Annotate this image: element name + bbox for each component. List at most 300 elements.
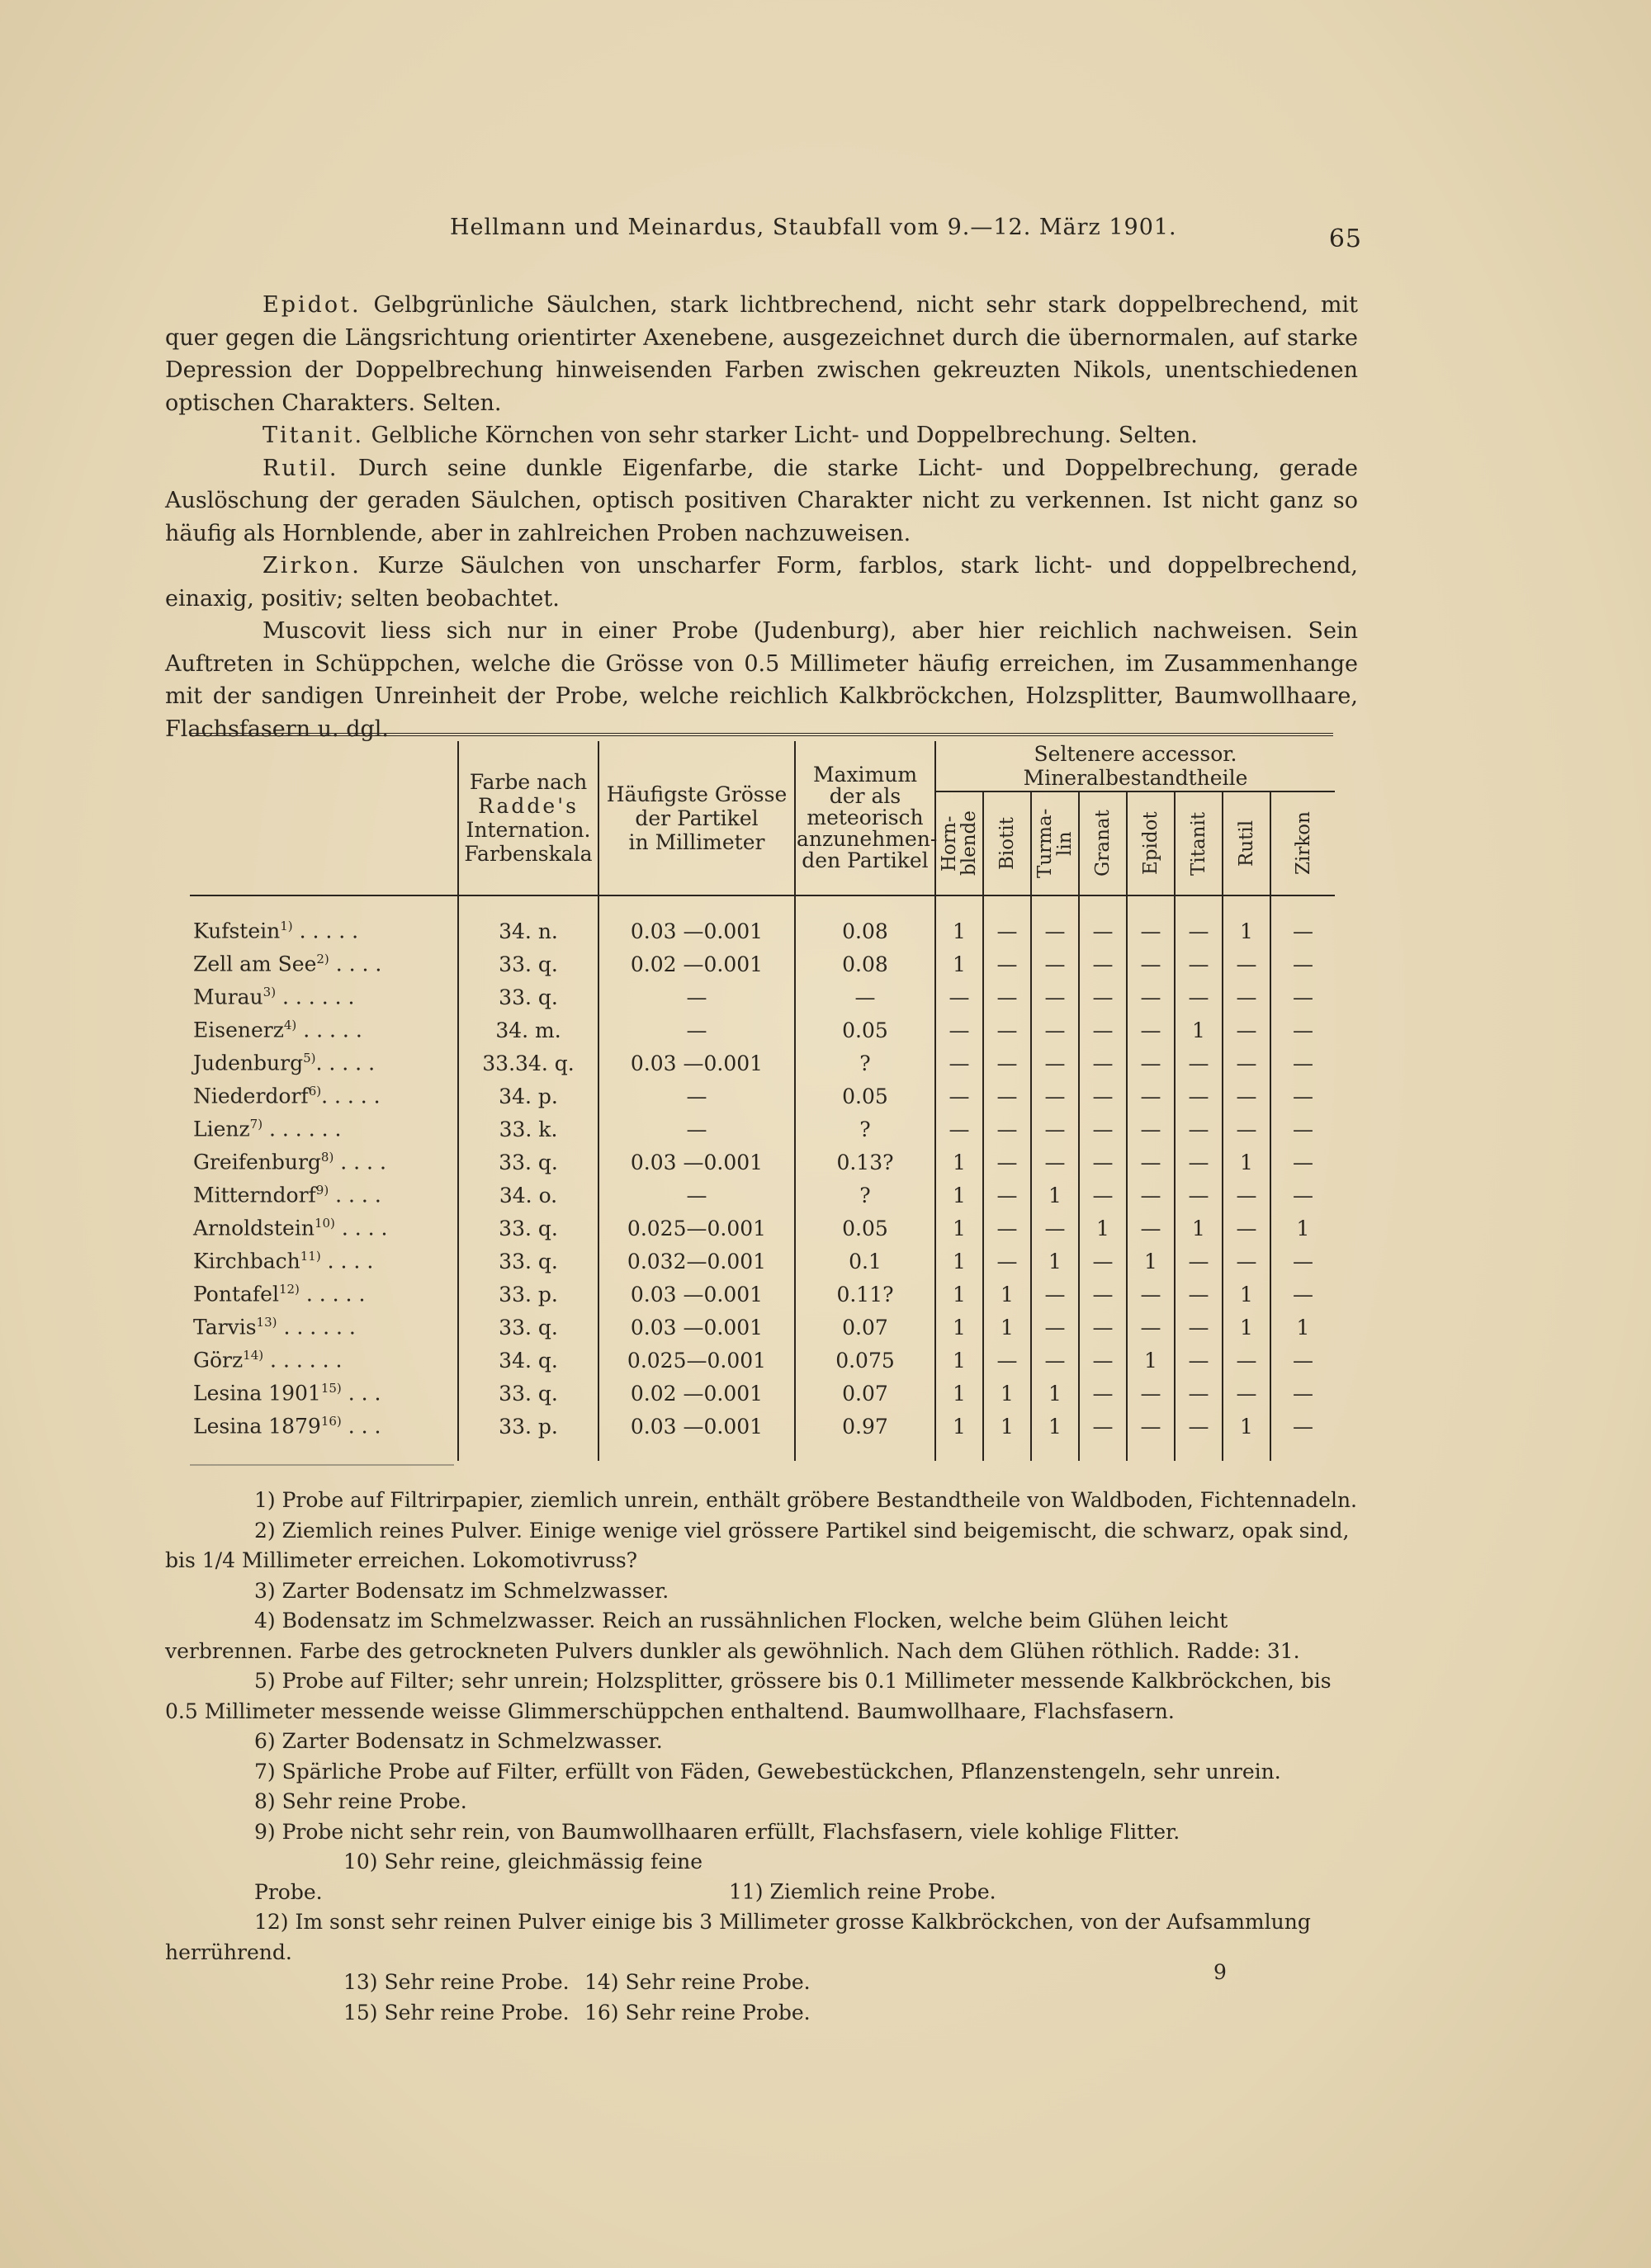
cell-mineral-7: 1 [1270, 1212, 1335, 1245]
location-note: 5) [303, 1051, 316, 1066]
header-farbe-l2: Radde's [478, 794, 579, 818]
cell-mineral-2: — [1031, 980, 1079, 1014]
header-mineral-label: Epidot [1140, 811, 1161, 876]
cell-farbe: 34. o. [458, 1179, 598, 1212]
cell-maximum: 0.97 [795, 1410, 935, 1461]
cell-mineral-1: — [983, 1014, 1031, 1047]
cell-mineral-0: 1 [935, 1146, 983, 1179]
cell-mineral-4: — [1127, 1146, 1175, 1179]
cell-mineral-2: — [1031, 1146, 1079, 1179]
header-maximum [795, 741, 938, 895]
leader-dots: . . . . . . [263, 1348, 343, 1373]
footnote-10-11 [165, 1847, 1358, 1907]
cell-mineral-5: 1 [1175, 1212, 1223, 1245]
header-maximum-l5: den Partikel [802, 848, 929, 872]
cell-mineral-3: — [1079, 1146, 1127, 1179]
footnote-12: 12) Im sonst sehr reinen Pulver einige bis 3 Millimeter grosse Kalkbröckchen, von der Aufsammlung herrührend. [165, 1910, 1311, 1964]
table-row [190, 1014, 1335, 1047]
cell-mineral-5: 1 [1175, 1014, 1223, 1047]
cell-farbe: 34. m. [458, 1014, 598, 1047]
cell-mineral-5: — [1175, 1377, 1223, 1410]
cell-farbe: 34. n. [458, 895, 598, 947]
cell-mineral-3: — [1079, 1245, 1127, 1278]
header-mineral-label: Turma- lin [1034, 808, 1076, 879]
cell-mineral-6: — [1223, 1179, 1270, 1212]
header-location [190, 741, 458, 895]
header-farbe-l1: Farbe nach [469, 770, 588, 794]
cell-groesse: — [598, 980, 795, 1014]
cell-mineral-3: — [1079, 1377, 1127, 1410]
leader-dots: . . . . . [292, 919, 359, 943]
cell-mineral-7: — [1270, 1410, 1335, 1461]
cell-mineral-5: — [1175, 1278, 1223, 1311]
cell-mineral-5: — [1175, 895, 1223, 947]
cell-mineral-1: — [983, 895, 1031, 947]
cell-mineral-4: — [1127, 1014, 1175, 1047]
cell-mineral-7: 1 [1270, 1311, 1335, 1344]
cell-mineral-3: — [1079, 1047, 1127, 1080]
cell-location [190, 1410, 458, 1461]
cell-mineral-1: — [983, 1047, 1031, 1080]
location-note: 9) [315, 1183, 329, 1198]
cell-maximum: 0.07 [795, 1311, 935, 1344]
footnote-1: 1) Probe auf Filtrirpapier, ziemlich unrein, enthält gröbere Bestandtheile von Waldboden, Fichtennadeln. [254, 1488, 1357, 1512]
cell-mineral-6: 1 [1223, 1278, 1270, 1311]
cell-mineral-4: — [1127, 1047, 1175, 1080]
cell-mineral-4: — [1127, 1179, 1175, 1212]
cell-mineral-0: 1 [935, 1311, 983, 1344]
cell-maximum: ? [795, 1047, 935, 1080]
cell-groesse: — [598, 1014, 795, 1047]
footnote-11: 11) Ziemlich reine Probe. [729, 1879, 996, 1904]
cell-mineral-6: — [1223, 1113, 1270, 1146]
cell-mineral-7: — [1270, 980, 1335, 1014]
cell-mineral-3: — [1079, 980, 1127, 1014]
cell-mineral-0: 1 [935, 1179, 983, 1212]
header-mineral-label: Granat [1092, 810, 1114, 877]
location-note: 4) [283, 1018, 297, 1033]
cell-mineral-0: — [935, 1113, 983, 1146]
cell-mineral-4: — [1127, 1410, 1175, 1461]
cell-mineral-1: 1 [983, 1410, 1031, 1461]
cell-mineral-2: — [1031, 947, 1079, 980]
table-row [190, 1146, 1335, 1179]
table-row [190, 980, 1335, 1014]
table-row [190, 1080, 1335, 1113]
header-maximum-l1: Maximum [812, 763, 918, 787]
cell-farbe: 34. p. [458, 1080, 598, 1113]
cell-farbe: 33. p. [458, 1410, 598, 1461]
cell-mineral-2: — [1031, 1014, 1079, 1047]
cell-maximum: 0.075 [795, 1344, 935, 1377]
footnote-13: 13) Sehr reine Probe. [343, 1970, 570, 1994]
cell-mineral-3: 1 [1079, 1212, 1127, 1245]
header-mineral-3 [1079, 791, 1127, 895]
cell-maximum: ? [795, 1179, 935, 1212]
paragraph-titanit [165, 419, 1358, 452]
cell-location [190, 1047, 458, 1080]
cell-mineral-7: — [1270, 1344, 1335, 1377]
table-row [190, 895, 1335, 947]
header-mineral-1 [983, 791, 1031, 895]
location-note: 10) [314, 1216, 335, 1231]
table-row [190, 1179, 1335, 1212]
footnote-14: 14) Sehr reine Probe. [584, 1970, 811, 1994]
footnote-16: 16) Sehr reine Probe. [584, 2000, 811, 2025]
location-note: 14) [243, 1348, 264, 1363]
cell-mineral-3: — [1079, 947, 1127, 980]
footnote-13-14 [165, 1968, 1358, 1998]
cell-mineral-6: 1 [1223, 1146, 1270, 1179]
cell-mineral-3: — [1079, 1344, 1127, 1377]
cell-mineral-0: 1 [935, 1212, 983, 1245]
paragraph-zirkon [165, 550, 1358, 615]
cell-groesse: 0.03 —0.001 [598, 1047, 795, 1080]
header-maximum-l3: meteorisch [807, 806, 924, 829]
header-groesse-l1: Häufigste Grösse [606, 782, 788, 806]
location-name: Lesina 1901 [193, 1381, 321, 1406]
cell-mineral-2: — [1031, 1080, 1079, 1113]
cell-groesse: 0.03 —0.001 [598, 895, 795, 947]
cell-mineral-4: — [1127, 1311, 1175, 1344]
cell-mineral-1: 1 [983, 1278, 1031, 1311]
leader-dots: . . . . [334, 1216, 388, 1240]
header-farbe [458, 741, 598, 895]
cell-mineral-7: — [1270, 1377, 1335, 1410]
cell-groesse: 0.02 —0.001 [598, 947, 795, 980]
cell-mineral-4: — [1127, 1377, 1175, 1410]
cell-mineral-4: — [1127, 980, 1175, 1014]
cell-mineral-4: — [1127, 947, 1175, 980]
table-row [190, 1113, 1335, 1146]
cell-mineral-3: — [1079, 1410, 1127, 1461]
footnote-10: 10) Sehr reine, gleichmässig feine Probe. [254, 1850, 703, 1904]
location-name: Eisenerz [193, 1018, 284, 1042]
cell-mineral-4: — [1127, 1278, 1175, 1311]
cell-mineral-5: — [1175, 1410, 1223, 1461]
location-note: 2) [316, 952, 329, 967]
cell-mineral-1: — [983, 980, 1031, 1014]
header-groesse-l2: der Partikel [635, 806, 759, 830]
cell-groesse: 0.03 —0.001 [598, 1410, 795, 1461]
cell-mineral-6: 1 [1223, 1410, 1270, 1461]
table-row [190, 1410, 1335, 1461]
cell-maximum: 0.11? [795, 1278, 935, 1311]
cell-farbe: 33.34. q. [458, 1047, 598, 1080]
cell-groesse: — [598, 1179, 795, 1212]
cell-mineral-4: — [1127, 1080, 1175, 1113]
cell-mineral-4: 1 [1127, 1344, 1175, 1377]
cell-mineral-7: — [1270, 947, 1335, 980]
cell-maximum: — [795, 980, 935, 1014]
table-row [190, 1245, 1335, 1278]
cell-mineral-5: — [1175, 1179, 1223, 1212]
cell-groesse: 0.03 —0.001 [598, 1146, 795, 1179]
cell-mineral-6: — [1223, 1377, 1270, 1410]
cell-mineral-6: — [1223, 1047, 1270, 1080]
table-row [190, 1311, 1335, 1344]
cell-maximum: 0.1 [795, 1245, 935, 1278]
cell-mineral-5: — [1175, 947, 1223, 980]
location-note: 1) [280, 919, 293, 934]
table-row [190, 947, 1335, 980]
cell-farbe: 33. q. [458, 947, 598, 980]
cell-location [190, 895, 458, 947]
cell-mineral-2: — [1031, 1212, 1079, 1245]
cell-mineral-6: — [1223, 1080, 1270, 1113]
data-table-wrap [190, 733, 1333, 1466]
cell-mineral-2: 1 [1031, 1245, 1079, 1278]
leader-dots: . . . . [320, 1249, 374, 1273]
cell-mineral-3: — [1079, 1311, 1127, 1344]
cell-mineral-7: — [1270, 1245, 1335, 1278]
footnote-7: 7) Spärliche Probe auf Filter, erfüllt von Fäden, Gewebestückchen, Pflanzenstengeln, sehr unrein. [254, 1759, 1281, 1784]
term-epidot: Epidot. [263, 292, 362, 318]
footnote-5: 5) Probe auf Filter; sehr unrein; Holzsplitter, grössere bis 0.1 Millimeter messende Kalkbröckchen, bis 0.5 Millimeter messende weisse Glimmerschüppchen enthaltend. Baumwollhaare, Flachsfasern. [165, 1669, 1332, 1723]
cell-mineral-2: 1 [1031, 1179, 1079, 1212]
location-note: 12) [278, 1282, 300, 1297]
location-name: Niederdorf [193, 1084, 309, 1108]
cell-farbe: 33. p. [458, 1278, 598, 1311]
cell-mineral-5: — [1175, 1245, 1223, 1278]
leader-dots: . . . . . [315, 1051, 376, 1075]
cell-mineral-7: — [1270, 1014, 1335, 1047]
sheet-signature: 9 [1213, 1960, 1227, 1984]
cell-mineral-1: — [983, 1212, 1031, 1245]
location-note: 13) [256, 1315, 277, 1330]
cell-mineral-4: — [1127, 1212, 1175, 1245]
cell-mineral-3: — [1079, 1014, 1127, 1047]
cell-mineral-5: — [1175, 1146, 1223, 1179]
cell-farbe: 33. k. [458, 1113, 598, 1146]
cell-maximum: 0.05 [795, 1080, 935, 1113]
cell-mineral-6: 1 [1223, 895, 1270, 947]
cell-mineral-6: — [1223, 1344, 1270, 1377]
cell-mineral-6: — [1223, 1014, 1270, 1047]
cell-location [190, 1212, 458, 1245]
location-note: 11) [300, 1249, 321, 1264]
cell-mineral-4: 1 [1127, 1245, 1175, 1278]
header-mineral-4 [1127, 791, 1175, 895]
location-note: 7) [249, 1117, 263, 1132]
text-zirkon: Kurze Säulchen von unscharfer Form, farblos, stark licht- und doppelbrechend, einaxig, positiv; selten beobachtet. [165, 553, 1358, 612]
cell-mineral-1: — [983, 1344, 1031, 1377]
page-number: 65 [1328, 224, 1362, 253]
header-mineral-label: Titanit [1188, 811, 1209, 876]
cell-mineral-2: 1 [1031, 1377, 1079, 1410]
cell-location [190, 1278, 458, 1311]
cell-location [190, 1014, 458, 1047]
term-zirkon: Zirkon. [263, 553, 362, 579]
cell-mineral-7: — [1270, 1179, 1335, 1212]
cell-mineral-1: 1 [983, 1311, 1031, 1344]
cell-location [190, 947, 458, 980]
table-body [190, 895, 1335, 1461]
header-mineral-2 [1031, 791, 1079, 895]
cell-mineral-2: — [1031, 1047, 1079, 1080]
cell-mineral-7: — [1270, 895, 1335, 947]
cell-maximum: 0.05 [795, 1014, 935, 1047]
cell-mineral-4: — [1127, 895, 1175, 947]
header-farbe-l4: Farbenskala [464, 842, 593, 866]
footnotes [165, 1486, 1358, 2028]
cell-mineral-7: — [1270, 1146, 1335, 1179]
location-name: Mitterndorf [193, 1183, 316, 1207]
leader-dots: . . . . [329, 952, 382, 976]
cell-maximum: 0.08 [795, 947, 935, 980]
cell-mineral-5: — [1175, 1311, 1223, 1344]
location-note: 6) [308, 1084, 322, 1099]
cell-farbe: 33. q. [458, 980, 598, 1014]
cell-mineral-3: — [1079, 1080, 1127, 1113]
cell-location [190, 1344, 458, 1377]
leader-dots: . . . [341, 1381, 381, 1406]
leader-dots: . . . . . [296, 1018, 362, 1042]
location-name: Kufstein [193, 919, 281, 943]
cell-mineral-7: — [1270, 1113, 1335, 1146]
header-mineral-label: Rutil [1236, 820, 1257, 867]
cell-mineral-2: — [1031, 1278, 1079, 1311]
location-name: Lesina 1879 [193, 1414, 321, 1439]
cell-mineral-3: — [1079, 1278, 1127, 1311]
cell-farbe: 33. q. [458, 1212, 598, 1245]
cell-mineral-0: — [935, 1080, 983, 1113]
cell-mineral-0: 1 [935, 1377, 983, 1410]
cell-mineral-1: — [983, 1179, 1031, 1212]
location-name: Greifenburg [193, 1150, 321, 1174]
text-rutil: Durch seine dunkle Eigenfarbe, die starke Licht- und Doppelbrechung, gerade Auslöschung der geraden Säulchen, optisch positiven Charakter nicht zu verkennen. Ist nicht ganz so häufig als Hornblende, aber in zahlreichen Proben nachzuweisen. [165, 455, 1358, 546]
header-mineral-label: Biotit [996, 817, 1018, 870]
cell-mineral-5: — [1175, 1080, 1223, 1113]
cell-location [190, 1311, 458, 1344]
header-mineral-0 [935, 791, 983, 895]
cell-maximum: 0.13? [795, 1146, 935, 1179]
header-mineral-group: Seltenere accessor. Mineralbestandtheile [935, 741, 1335, 791]
cell-mineral-3: — [1079, 895, 1127, 947]
cell-maximum: ? [795, 1113, 935, 1146]
cell-mineral-2: — [1031, 1344, 1079, 1377]
cell-mineral-0: — [935, 1014, 983, 1047]
table-row [190, 1212, 1335, 1245]
term-titanit: Titanit. [263, 423, 365, 448]
header-mineral-label: Horn- blende [939, 810, 980, 876]
cell-mineral-6: — [1223, 1245, 1270, 1278]
cell-maximum: 0.05 [795, 1212, 935, 1245]
cell-mineral-2: — [1031, 1113, 1079, 1146]
footnote-2: 2) Ziemlich reines Pulver. Einige wenige viel grössere Partikel sind beigemischt, die schwarz, opak sind, bis 1/4 Millimeter erreichen. Lokomotivruss? [165, 1518, 1350, 1572]
location-note: 8) [320, 1150, 334, 1165]
location-name: Pontafel [193, 1282, 279, 1306]
cell-maximum: 0.07 [795, 1377, 935, 1410]
cell-groesse: 0.03 —0.001 [598, 1278, 795, 1311]
footnote-15: 15) Sehr reine Probe. [343, 2000, 570, 2025]
cell-farbe: 33. q. [458, 1311, 598, 1344]
cell-mineral-0: 1 [935, 947, 983, 980]
header-mineral-5 [1175, 791, 1223, 895]
cell-mineral-2: 1 [1031, 1410, 1079, 1461]
header-mineral-7 [1270, 791, 1335, 895]
table-bottom-rule [190, 1464, 454, 1466]
cell-mineral-0: 1 [935, 1278, 983, 1311]
cell-mineral-2: — [1031, 1311, 1079, 1344]
location-name: Tarvis [193, 1315, 257, 1340]
cell-mineral-5: — [1175, 1047, 1223, 1080]
location-note: 15) [320, 1381, 342, 1396]
cell-groesse: 0.025—0.001 [598, 1212, 795, 1245]
cell-mineral-5: — [1175, 980, 1223, 1014]
cell-maximum: 0.08 [795, 895, 935, 947]
cell-mineral-5: — [1175, 1113, 1223, 1146]
text-titanit: Gelbliche Körnchen von sehr starker Licht- und Doppelbrechung. Selten. [364, 423, 1198, 448]
cell-mineral-7: — [1270, 1278, 1335, 1311]
location-note: 16) [320, 1414, 342, 1429]
location-name: Zell am See [193, 952, 317, 976]
location-name: Arnoldstein [193, 1216, 315, 1240]
cell-mineral-3: — [1079, 1113, 1127, 1146]
table-top-rule [190, 733, 1333, 741]
cell-mineral-7: — [1270, 1080, 1335, 1113]
cell-groesse: 0.03 —0.001 [598, 1311, 795, 1344]
header-mineral-6 [1223, 791, 1270, 895]
cell-farbe: 34. q. [458, 1344, 598, 1377]
cell-location [190, 1146, 458, 1179]
cell-mineral-1: — [983, 1245, 1031, 1278]
paragraph-epidot [165, 289, 1358, 419]
cell-farbe: 33. q. [458, 1146, 598, 1179]
leader-dots: . . . . . . [277, 1315, 356, 1340]
cell-location [190, 1080, 458, 1113]
cell-mineral-6: 1 [1223, 1311, 1270, 1344]
cell-mineral-1: — [983, 947, 1031, 980]
cell-mineral-1: — [983, 1080, 1031, 1113]
leader-dots: . . . [341, 1414, 381, 1439]
table-row [190, 1047, 1335, 1080]
cell-mineral-6: — [1223, 980, 1270, 1014]
header-maximum-l2: der als [829, 784, 901, 808]
leader-dots: . . . . . . [263, 1117, 342, 1141]
running-title: Hellmann und Meinardus, Staubfall vom 9.—12. März 1901. [450, 215, 1177, 240]
cell-groesse: 0.025—0.001 [598, 1344, 795, 1377]
footnote-15-16 [165, 1998, 1358, 2029]
cell-location [190, 1245, 458, 1278]
body-text [165, 289, 1358, 745]
cell-groesse: — [598, 1080, 795, 1113]
footnote-4: 4) Bodensatz im Schmelzwasser. Reich an russähnlichen Flocken, welche beim Glühen leicht verbrennen. Farbe des getrockneten Pulvers dunkler als gewöhnlich. Nach dem Glühen röthlich. Radde: 31. [165, 1609, 1300, 1663]
cell-mineral-0: — [935, 980, 983, 1014]
location-name: Görz [193, 1348, 244, 1373]
cell-location [190, 1179, 458, 1212]
leader-dots: . . . . [329, 1183, 381, 1207]
table-row [190, 1377, 1335, 1410]
header-mineral-label: Zirkon [1292, 811, 1314, 876]
cell-mineral-5: — [1175, 1344, 1223, 1377]
cell-location [190, 1377, 458, 1410]
location-name: Judenburg [193, 1051, 304, 1075]
location-note: 3) [263, 985, 277, 1000]
cell-mineral-0: 1 [935, 1410, 983, 1461]
cell-mineral-2: — [1031, 895, 1079, 947]
cell-mineral-7: — [1270, 1047, 1335, 1080]
cell-mineral-3: — [1079, 1179, 1127, 1212]
cell-location [190, 980, 458, 1014]
footnote-9: 9) Probe nicht sehr rein, von Baumwollhaaren erfüllt, Flachsfasern, viele kohlige Flitter. [254, 1819, 1180, 1844]
cell-groesse: 0.02 —0.001 [598, 1377, 795, 1410]
leader-dots: . . . . . [321, 1084, 381, 1108]
cell-farbe: 33. q. [458, 1245, 598, 1278]
data-table [190, 741, 1335, 1461]
cell-location [190, 1113, 458, 1146]
location-name: Murau [193, 985, 263, 1009]
